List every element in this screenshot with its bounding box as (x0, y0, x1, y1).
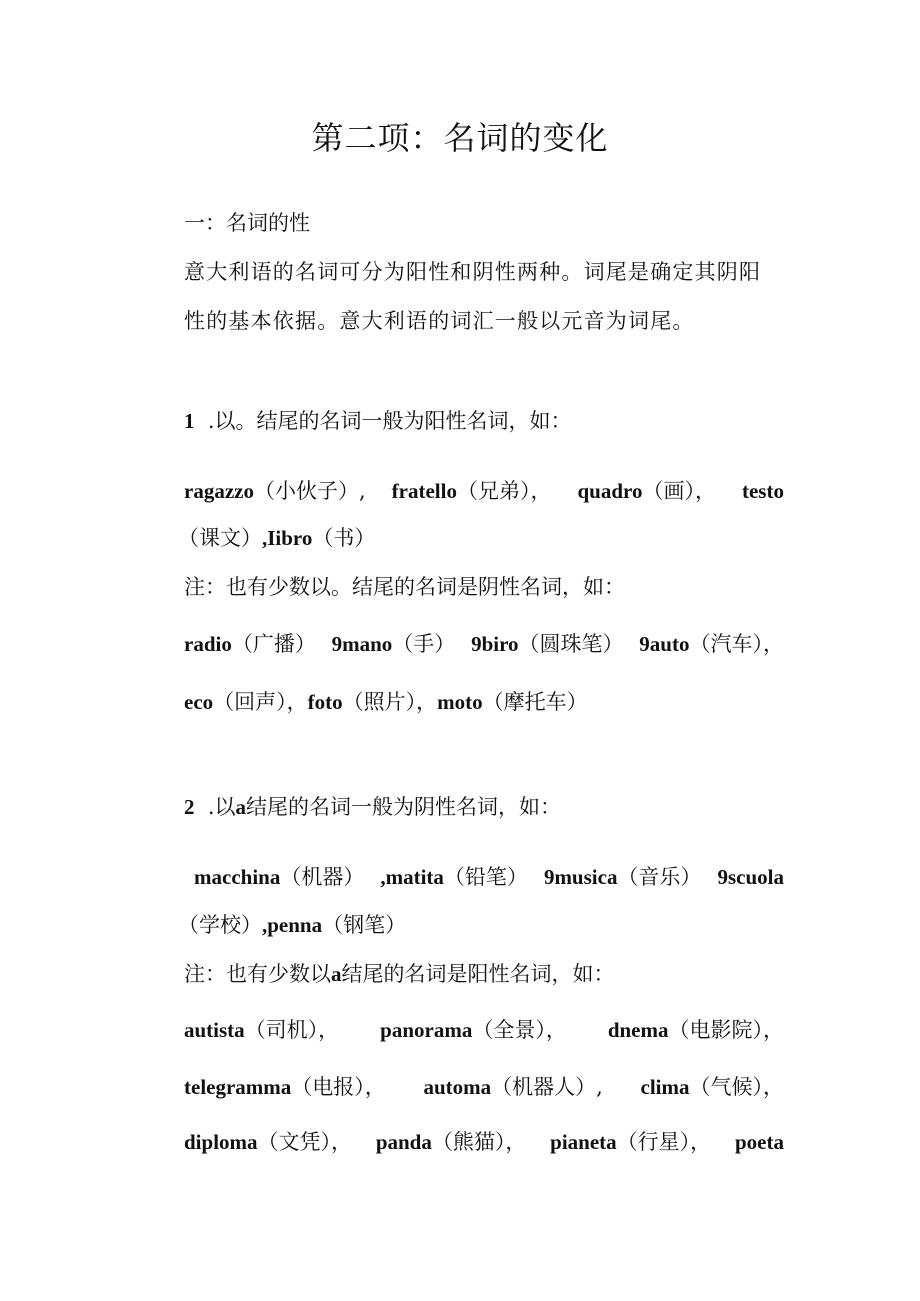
example-item: 9scuola (717, 865, 784, 889)
rule-2-note-examples-line-3 (184, 1132, 784, 1153)
example-item: ragazzo（小伙子）, (184, 479, 366, 503)
example-item: clima（气候）， (640, 1075, 784, 1099)
rule-1-note: 注：也有少数以。结尾的名词是阴性名词，如： (184, 575, 625, 599)
rule-2-note-examples-line-2 (184, 1077, 784, 1098)
rule-1-note-examples-line-1 (184, 634, 784, 655)
example-item: 9biro（圆珠笔） (471, 632, 624, 656)
intro-line-1: 意大利语的名词可分为阳性和阴性两种。词尾是确定其阴阳 (184, 260, 762, 284)
rule-1-note-examples-line-2 (184, 692, 588, 713)
page-title: 第二项：名词的变化 (311, 119, 609, 157)
rule-1-heading (184, 411, 572, 432)
rule-1-examples-line-1 (184, 481, 784, 502)
rule-1-number: 1 (184, 409, 195, 433)
rule-2-number: 2 (184, 795, 195, 819)
example-item: dnema（电影院）， (607, 1018, 784, 1042)
example-item: panorama（全景）， (380, 1018, 567, 1042)
example-item: 9mano（手） (331, 632, 456, 656)
intro-line-2: 性的基本依据。意大利语的词汇一般以元音为词尾。 (184, 309, 695, 333)
example-item: radio（广播） (184, 632, 316, 656)
example-item: 9musica（音乐） (543, 865, 702, 889)
rule-2-heading: 2 .以a结尾的名词一般为阴性名词，如： (184, 795, 562, 819)
example-item: poeta (734, 1130, 784, 1154)
example-item: eco（回声）， (184, 690, 308, 714)
example-item: ,matita（铅笔） (380, 865, 528, 889)
example-gloss: （钢笔） (322, 913, 407, 937)
example-item: pianeta（行星）， (550, 1130, 712, 1154)
example-item: fratello（兄弟）， (391, 479, 552, 503)
example-gloss: （学校） (178, 913, 262, 937)
section-heading: 一：名词的性 (184, 211, 310, 235)
example-item: quadro（画）， (577, 479, 716, 503)
example-item: autista（司机）， (184, 1018, 340, 1042)
rule-2-examples-line-2 (178, 915, 406, 936)
example-gloss: （课文） (178, 526, 262, 550)
example-item: telegramma（电报）， (184, 1075, 386, 1099)
example-gloss: （书） (312, 526, 376, 550)
rule-2-examples-line-1 (194, 867, 784, 888)
rule-2-note: 注：也有少数以a结尾的名词是阳性名词，如： (184, 962, 615, 986)
example-item: moto（摩托车） (437, 690, 588, 714)
example-item: 9auto（汽车）， (639, 632, 784, 656)
example-word: ,penna (262, 913, 323, 937)
example-word: ,Iibro (262, 526, 313, 550)
rule-2-note-examples-line-1 (184, 1020, 784, 1041)
example-item: macchina（机器） (194, 865, 365, 889)
example-item: diploma（文凭）， (184, 1130, 353, 1154)
rule-1-text: .以。结尾的名词一般为阳性名词，如： (207, 409, 572, 433)
example-item: panda（熊猫）， (375, 1130, 527, 1154)
example-item: automa（机器人）, (423, 1075, 603, 1099)
example-item: foto（照片）， (307, 690, 438, 714)
rule-1-examples-line-2 (178, 528, 375, 549)
example-item: testo (741, 479, 784, 503)
